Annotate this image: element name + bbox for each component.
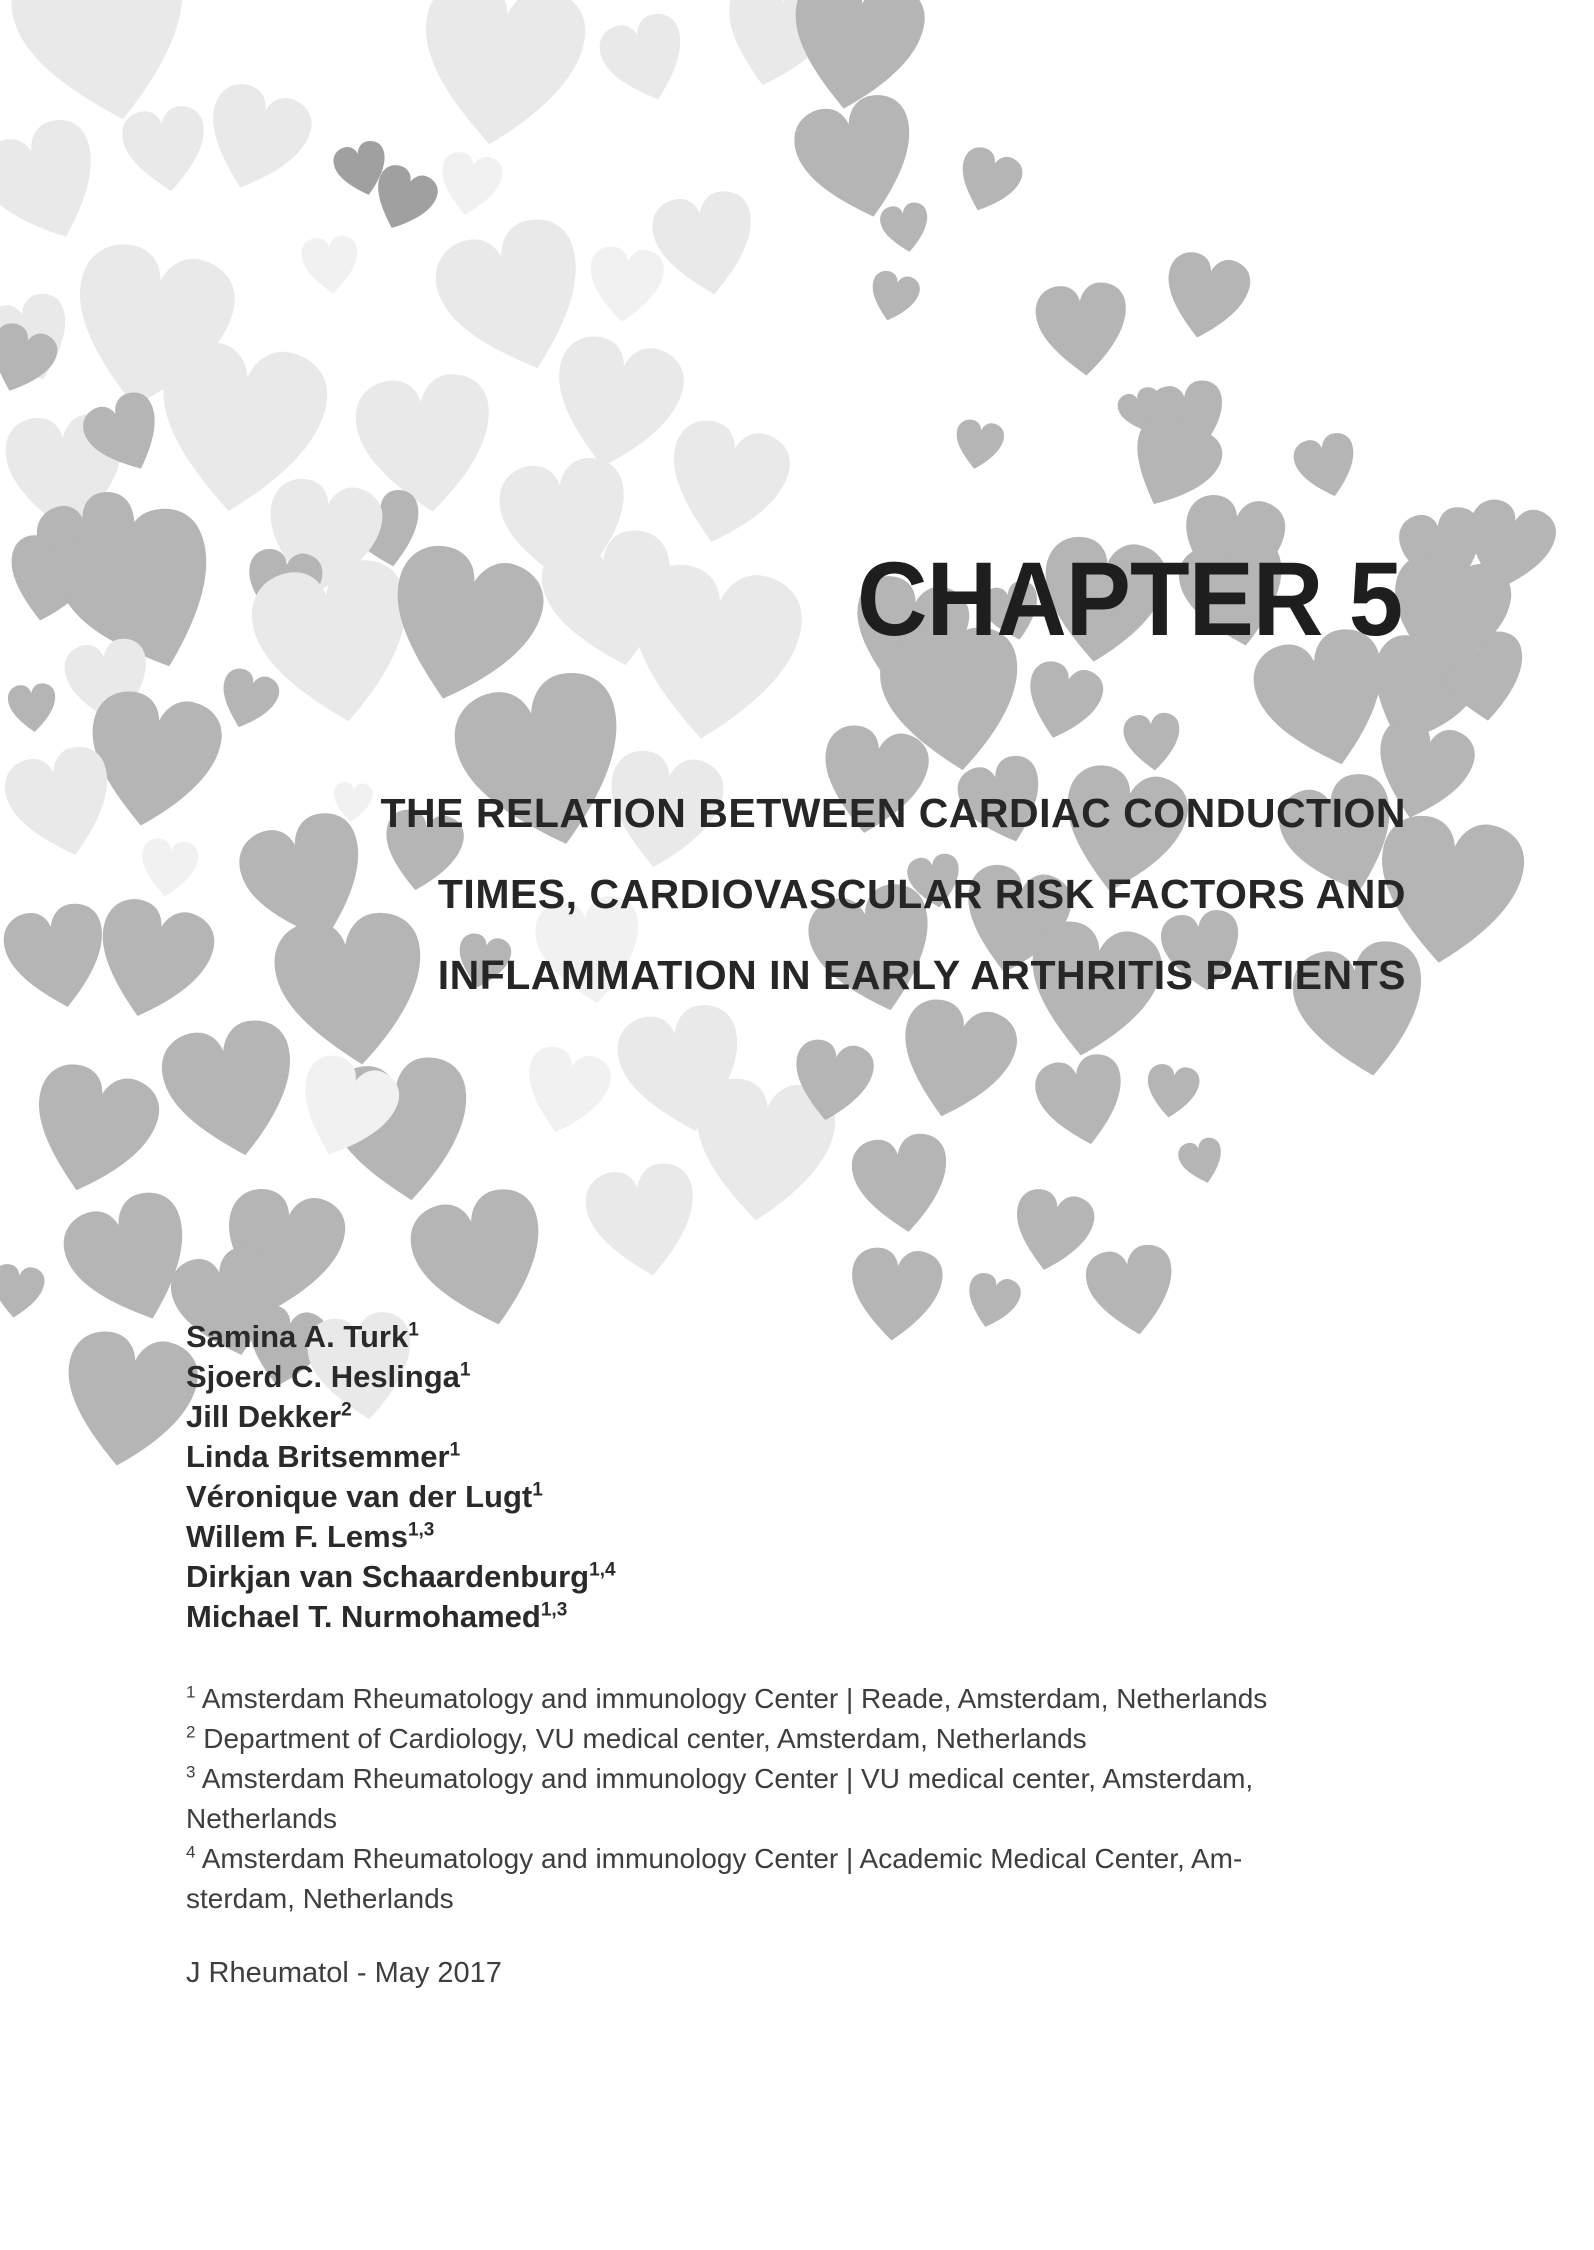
affiliation-number-superscript: 4 [186, 1842, 196, 1862]
author-line [186, 1397, 616, 1437]
title-line-2: TIMES, CARDIOVASCULAR RISK FACTORS AND [437, 871, 1406, 917]
author-name: Jill Dekker [186, 1399, 342, 1434]
journal-citation: J Rheumatol - May 2017 [186, 1957, 502, 1989]
affiliation-line: $^1$ Amsterdam Rheumatology and immunology Center | Reade, Amsterdam, Netherlands [186, 1682, 1268, 1714]
author-affiliation-superscript: 2 [341, 1399, 352, 1421]
author-line [186, 1557, 616, 1597]
affiliation-line: $^4$ Amsterdam Rheumatology and immunology Center | Academic Medical Center, Am- [186, 1842, 1243, 1874]
author-name: Michael T. Nurmohamed [186, 1599, 541, 1634]
affiliation-number-superscript: 2 [186, 1722, 196, 1742]
chapter-heading: CHAPTER 5 [856, 541, 1402, 658]
author-affiliation-superscript: 1 [408, 1319, 419, 1341]
author-name: Sjoerd C. Heslinga [186, 1359, 460, 1394]
author-affiliation-superscript: 1 [459, 1359, 471, 1381]
title-line-3: INFLAMMATION IN EARLY ARTHRITIS PATIENTS [437, 952, 1406, 998]
affiliation-number-superscript: 3 [186, 1762, 196, 1782]
author-name: Samina A. Turk [186, 1319, 409, 1354]
affiliation-line: $^2$ Department of Cardiology, VU medical center, Amsterdam, Netherlands [186, 1722, 1087, 1754]
author-name: Dirkjan van Schaardenburg [186, 1559, 590, 1594]
author-affiliation-superscript: 1,4 [589, 1559, 616, 1581]
author-line [186, 1477, 616, 1517]
author-line [186, 1317, 616, 1357]
author-line [186, 1437, 616, 1477]
author-affiliation-superscript: 1,3 [407, 1519, 435, 1541]
chapter-main-title [381, 773, 1406, 1016]
author-affiliation-superscript: 1,3 [540, 1599, 568, 1621]
author-name: Linda Britsemmer [186, 1439, 450, 1474]
affiliation-line: Netherlands [186, 1803, 337, 1834]
title-line-1: THE RELATION BETWEEN CARDIAC CONDUCTION [380, 790, 1406, 836]
affiliation-line: $^3$ Amsterdam Rheumatology and immunology Center | VU medical center, Amsterdam, [186, 1762, 1254, 1794]
author-affiliation-superscript: 1 [449, 1439, 461, 1461]
affiliation-line: sterdam, Netherlands [186, 1883, 454, 1914]
author-name: Willem F. Lems [186, 1519, 408, 1554]
author-line [186, 1597, 616, 1637]
author-list [186, 1317, 616, 1637]
affiliation-number-superscript: 1 [186, 1682, 196, 1702]
author-affiliation-superscript: 1 [532, 1479, 543, 1501]
affiliation-list [186, 1679, 1267, 1919]
author-line [186, 1357, 616, 1397]
author-line [186, 1517, 616, 1557]
author-name: Véronique van der Lugt [186, 1479, 533, 1514]
